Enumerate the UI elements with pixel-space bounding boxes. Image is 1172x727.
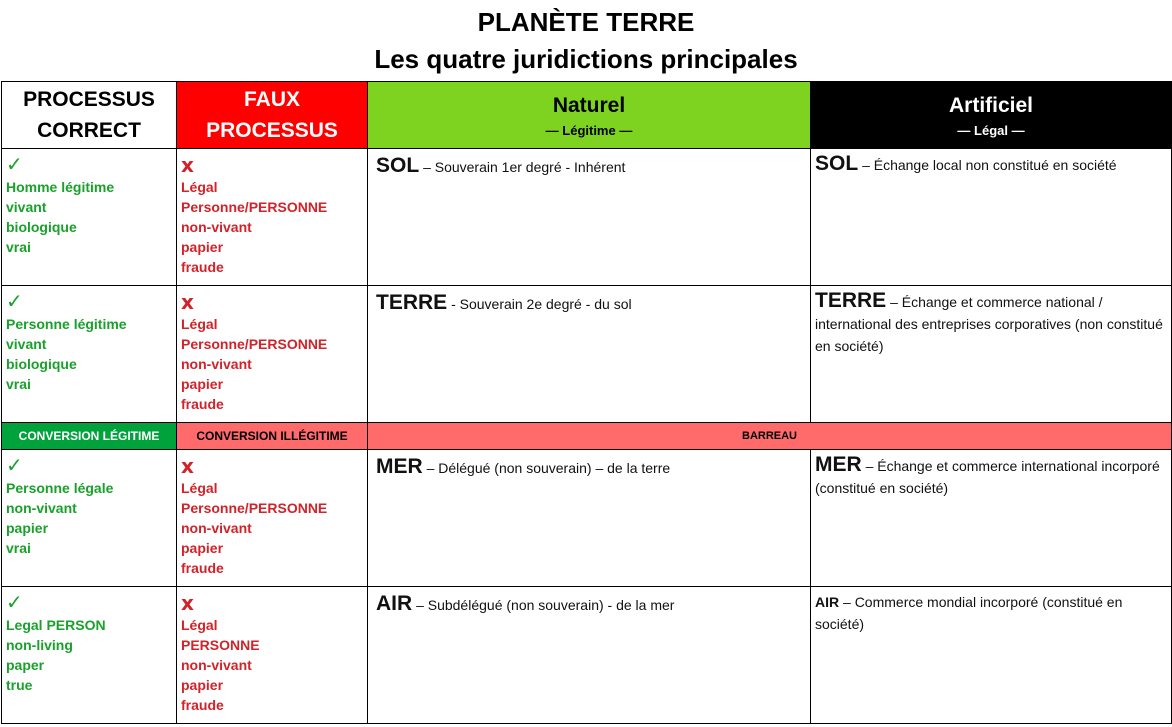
- natural-cell: [368, 587, 811, 724]
- jurisdiction-description: – Subdélégué (non souverain) - de la mer: [416, 597, 675, 613]
- artificial-cell: [811, 450, 1172, 587]
- false-line: Personne/PERSONNE: [181, 336, 328, 352]
- header-artificial: [811, 82, 1172, 149]
- natural-cell: [368, 450, 811, 587]
- cross-icon: x: [181, 591, 194, 615]
- false-cell: [177, 286, 368, 423]
- table-row: [2, 450, 1172, 587]
- correct-line: biologique: [6, 219, 77, 235]
- false-line: papier: [181, 239, 224, 255]
- false-line: PERSONNE: [181, 637, 260, 653]
- title-line-2: Les quatre juridictions principales: [374, 44, 798, 74]
- artificial-cell: [811, 286, 1172, 423]
- correct-line: non-living: [6, 637, 73, 653]
- artificial-cell: [811, 149, 1172, 286]
- false-line: Personne/PERSONNE: [181, 199, 328, 215]
- header-row: [2, 82, 1172, 149]
- false-line: papier: [181, 540, 224, 556]
- title-line-1: PLANÈTE TERRE: [477, 7, 695, 37]
- jurisdiction-description: - Souverain 2e degré - du sol: [451, 296, 632, 312]
- false-line: fraude: [181, 259, 224, 275]
- legit-conversion-cell: CONVERSION LÉGITIME: [2, 423, 177, 450]
- conversion-row: [2, 423, 1172, 450]
- correct-cell: [2, 450, 177, 587]
- false-line: Légal: [181, 316, 218, 332]
- jurisdiction-description: – Délégué (non souverain) – de la terre: [426, 460, 671, 476]
- correct-cell: [2, 286, 177, 423]
- correct-line: true: [6, 677, 33, 693]
- false-line: papier: [181, 376, 224, 392]
- correct-cell: [2, 587, 177, 724]
- correct-line: vrai: [6, 239, 31, 255]
- cross-icon: x: [181, 290, 194, 314]
- header-correct-label: PROCESSUS CORRECT: [23, 88, 155, 142]
- artificial-cell: [811, 587, 1172, 724]
- jurisdiction-description: – Échange et commerce national / international des entreprises corporatives (non constitué en société): [815, 294, 1163, 354]
- jurisdiction-keyword: MER: [376, 455, 423, 478]
- cross-icon: x: [181, 454, 194, 478]
- natural-cell: [368, 286, 811, 423]
- table-row: [2, 149, 1172, 286]
- correct-line: papier: [6, 520, 49, 536]
- false-line: non-vivant: [181, 520, 252, 536]
- header-faux-label: FAUX PROCESSUS: [206, 88, 338, 142]
- false-cell: [177, 450, 368, 587]
- false-line: fraude: [181, 697, 224, 713]
- header-natural: [368, 82, 811, 149]
- header-correct-process: [2, 82, 177, 149]
- correct-cell: [2, 149, 177, 286]
- correct-line: paper: [6, 657, 45, 673]
- jurisdiction-keyword: AIR: [815, 594, 840, 610]
- jurisdiction-keyword: TERRE: [815, 289, 887, 312]
- false-line: Personne/PERSONNE: [181, 500, 328, 516]
- header-natural-sub: — Légitime —: [545, 122, 633, 138]
- false-line: fraude: [181, 560, 224, 576]
- false-line: papier: [181, 677, 224, 693]
- jurisdiction-description: – Souverain 1er degré - Inhérent: [423, 159, 626, 175]
- jurisdiction-keyword: SOL: [376, 154, 420, 177]
- correct-line: Homme légitime: [6, 179, 115, 195]
- jurisdiction-description: – Échange et commerce international incorporé (constitué en société): [815, 458, 1160, 496]
- false-line: Légal: [181, 480, 218, 496]
- header-artificial-label: Artificiel: [948, 93, 1034, 117]
- false-line: non-vivant: [181, 657, 252, 673]
- table-row: [2, 587, 1172, 724]
- jurisdictions-table: [1, 81, 1172, 724]
- false-line: Légal: [181, 179, 218, 195]
- check-icon: ✓: [6, 592, 23, 614]
- check-icon: ✓: [6, 291, 23, 313]
- correct-line: biologique: [6, 356, 77, 372]
- illegit-conversion-cell: CONVERSION ILLÉGITIME: [177, 423, 368, 450]
- header-natural-label: Naturel: [552, 93, 626, 117]
- check-icon: ✓: [6, 455, 23, 477]
- correct-line: vivant: [6, 199, 47, 215]
- header-artificial-sub: — Légal —: [957, 122, 1025, 138]
- correct-line: vrai: [6, 376, 31, 392]
- jurisdiction-keyword: AIR: [376, 592, 413, 615]
- correct-line: Personne légitime: [6, 316, 127, 332]
- header-false-process: [177, 82, 368, 149]
- cross-icon: x: [181, 153, 194, 177]
- false-line: Légal: [181, 617, 218, 633]
- jurisdiction-description: – Échange local non constitué en société: [862, 157, 1117, 173]
- correct-line: non-vivant: [6, 500, 77, 516]
- jurisdiction-description: – Commerce mondial incorporé (constitué en société): [815, 594, 1123, 632]
- jurisdiction-keyword: MER: [815, 453, 862, 476]
- correct-line: vivant: [6, 336, 47, 352]
- page-title: [0, 4, 1172, 78]
- jurisdiction-keyword: TERRE: [376, 291, 448, 314]
- correct-line: Personne légale: [6, 480, 114, 496]
- bar-cell: BARREAU: [368, 423, 1172, 450]
- table-row: [2, 286, 1172, 423]
- jurisdiction-keyword: SOL: [815, 152, 859, 175]
- false-line: non-vivant: [181, 356, 252, 372]
- correct-line: Legal PERSON: [6, 617, 106, 633]
- false-line: non-vivant: [181, 219, 252, 235]
- correct-line: vrai: [6, 540, 31, 556]
- false-line: fraude: [181, 396, 224, 412]
- false-cell: [177, 149, 368, 286]
- natural-cell: [368, 149, 811, 286]
- check-icon: ✓: [6, 154, 23, 176]
- false-cell: [177, 587, 368, 724]
